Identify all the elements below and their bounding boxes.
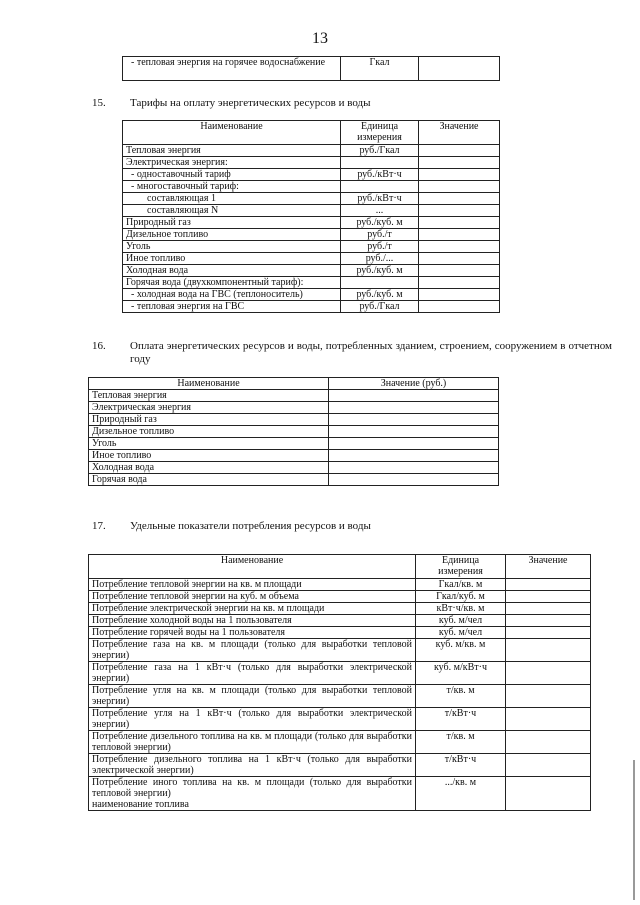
row-value — [419, 193, 500, 205]
row-name: Горячая вода (двухкомпонентный тариф): — [123, 277, 341, 289]
row-name — [89, 615, 416, 627]
table-row — [89, 731, 591, 754]
row-unit — [341, 181, 419, 193]
table-row — [123, 277, 500, 289]
row-name — [89, 639, 416, 662]
section-15-heading — [92, 97, 612, 111]
table-row — [89, 450, 499, 462]
row-unit: руб./... — [341, 253, 419, 265]
row-name-text: Потребление дизельного топлива на 1 кВт·ч (только для выработки электрической энергии) — [92, 754, 412, 776]
row-unit: руб./куб. м — [341, 217, 419, 229]
row-name: Дизельное топливо — [89, 426, 329, 438]
row-value — [419, 289, 500, 301]
page-number: 13 — [312, 30, 328, 47]
row-unit: куб. м/чел — [416, 627, 506, 639]
header-name: Наименование — [89, 378, 329, 390]
row-unit: кВт·ч/кв. м — [416, 603, 506, 615]
table-row — [123, 301, 500, 313]
row-value — [419, 301, 500, 313]
row-unit: руб./кВт·ч — [341, 169, 419, 181]
row-value — [506, 627, 591, 639]
header-value: Значение — [419, 121, 500, 145]
section-title: Удельные показатели потребления ресурсов и воды — [130, 520, 371, 532]
row-unit — [341, 157, 419, 169]
row-unit — [341, 277, 419, 289]
row-value — [506, 639, 591, 662]
row-name: Тепловая энергия — [89, 390, 329, 402]
header-name: Наименование — [89, 555, 416, 579]
row-value — [419, 145, 500, 157]
row-value — [506, 708, 591, 731]
table-row — [123, 241, 500, 253]
row-value — [506, 777, 591, 811]
row-name-text: Потребление угля на 1 кВт·ч (только для выработки электрической энергии) — [92, 708, 412, 730]
table-row — [123, 265, 500, 277]
continuation-table — [122, 56, 500, 81]
row-value — [506, 662, 591, 685]
row-unit: Гкал/куб. м — [416, 591, 506, 603]
row-name-text: Потребление холодной воды на 1 пользователя — [92, 615, 292, 626]
row-unit: руб./Гкал — [341, 301, 419, 313]
row-name: - холодная вода на ГВС (теплоноситель) — [123, 289, 341, 301]
table-row — [89, 591, 591, 603]
section-number: 16. — [92, 340, 106, 352]
row-unit: т/кВт·ч — [416, 708, 506, 731]
row-name: Холодная вода — [89, 462, 329, 474]
row-name: Природный газ — [89, 414, 329, 426]
row-name — [89, 731, 416, 754]
row-name — [89, 777, 416, 811]
table-row — [123, 157, 500, 169]
row-value — [506, 731, 591, 754]
row-value — [329, 390, 499, 402]
table-row — [89, 708, 591, 731]
row-name-text: Потребление газа на 1 кВт·ч (только для выработки электрической энергии) — [92, 662, 412, 684]
row-unit: куб. м/кв. м — [416, 639, 506, 662]
section-title: Оплата энергетических ресурсов и воды, потребленных зданием, строением, сооружением в отчетном году — [130, 340, 612, 365]
row-name: - тепловая энергия на ГВС — [123, 301, 341, 313]
row-name-text: Потребление иного топлива на кв. м площади (только для выработки тепловой энергии) — [92, 777, 412, 799]
table-row — [123, 145, 500, 157]
row-name: Иное топливо — [123, 253, 341, 265]
row-name — [89, 603, 416, 615]
tariffs-table — [122, 120, 500, 313]
table-row — [89, 685, 591, 708]
row-name: Иное топливо — [89, 450, 329, 462]
section-title: Тарифы на оплату энергетических ресурсов и воды — [130, 97, 371, 109]
row-value — [419, 169, 500, 181]
row-name — [89, 627, 416, 639]
row-value — [329, 450, 499, 462]
table-row — [89, 603, 591, 615]
row-unit: руб./куб. м — [341, 289, 419, 301]
row-name: Горячая вода — [89, 474, 329, 486]
table-row — [89, 462, 499, 474]
row-unit: .../кв. м — [416, 777, 506, 811]
row-note-text: наименование топлива — [92, 799, 189, 810]
header-unit: Единица измерения — [416, 555, 506, 579]
header-unit: Единица измерения — [341, 121, 419, 145]
row-name — [89, 579, 416, 591]
row-name: составляющая 1 — [123, 193, 341, 205]
table-row — [89, 402, 499, 414]
row-value — [419, 229, 500, 241]
row-name: - одноставочный тариф — [123, 169, 341, 181]
table-row — [123, 205, 500, 217]
row-unit: ... — [341, 205, 419, 217]
row-unit: руб./Гкал — [341, 145, 419, 157]
row-unit: т/кв. м — [416, 731, 506, 754]
row-name-text: Потребление тепловой энергии на куб. м объема — [92, 591, 299, 602]
row-value — [419, 181, 500, 193]
row-name: - многоставочный тариф: — [123, 181, 341, 193]
row-value — [329, 402, 499, 414]
table-row — [123, 193, 500, 205]
row-name: составляющая N — [123, 205, 341, 217]
row-unit: руб./куб. м — [341, 265, 419, 277]
header-value: Значение — [506, 555, 591, 579]
table-row — [123, 217, 500, 229]
row-value — [506, 603, 591, 615]
section-16-heading — [92, 340, 612, 368]
row-value — [506, 685, 591, 708]
row-value — [329, 474, 499, 486]
row-unit: куб. м/кВт·ч — [416, 662, 506, 685]
row-name — [89, 662, 416, 685]
row-value — [329, 438, 499, 450]
row-unit: Гкал — [341, 57, 419, 81]
header-name: Наименование — [123, 121, 341, 145]
row-value — [419, 205, 500, 217]
header-value: Значение (руб.) — [329, 378, 499, 390]
table-row — [89, 426, 499, 438]
row-name — [89, 685, 416, 708]
row-value — [419, 157, 500, 169]
row-unit: куб. м/чел — [416, 615, 506, 627]
row-value — [506, 615, 591, 627]
row-name — [89, 708, 416, 731]
row-name: Уголь — [89, 438, 329, 450]
row-name — [89, 591, 416, 603]
row-name — [89, 754, 416, 777]
table-row — [89, 754, 591, 777]
page-edge-line — [633, 760, 635, 900]
row-value — [419, 217, 500, 229]
row-value — [329, 462, 499, 474]
row-name: Электрическая энергия — [89, 402, 329, 414]
row-name: Тепловая энергия — [123, 145, 341, 157]
row-unit: руб./т — [341, 241, 419, 253]
row-name-text: Потребление горячей воды на 1 пользователя — [92, 627, 285, 638]
row-name-text: Потребление газа на кв. м площади (только для выработки тепловой энергии) — [92, 639, 412, 661]
table-row — [123, 229, 500, 241]
table-row — [89, 390, 499, 402]
consumption-indicators-table — [88, 554, 591, 811]
row-value — [329, 414, 499, 426]
row-value — [419, 265, 500, 277]
table-row — [123, 253, 500, 265]
section-number: 15. — [92, 97, 106, 109]
row-value — [419, 241, 500, 253]
table-row — [89, 474, 499, 486]
table-row — [89, 639, 591, 662]
row-value — [506, 591, 591, 603]
row-name: Электрическая энергия: — [123, 157, 341, 169]
row-unit: т/кВт·ч — [416, 754, 506, 777]
table-row — [89, 579, 591, 591]
row-value — [419, 253, 500, 265]
row-value — [419, 277, 500, 289]
table-row — [123, 289, 500, 301]
section-17-heading — [92, 520, 612, 534]
row-unit: руб./кВт·ч — [341, 193, 419, 205]
row-unit: руб./т — [341, 229, 419, 241]
row-value — [506, 754, 591, 777]
row-unit: Гкал/кв. м — [416, 579, 506, 591]
table-row — [123, 169, 500, 181]
row-value — [419, 57, 500, 81]
row-name: Дизельное топливо — [123, 229, 341, 241]
row-name: Уголь — [123, 241, 341, 253]
table-row — [123, 181, 500, 193]
table-row — [89, 615, 591, 627]
row-name: Природный газ — [123, 217, 341, 229]
row-name-text: Потребление дизельного топлива на кв. м площади (только для выработки тепловой энергии) — [92, 731, 412, 753]
table-row — [89, 777, 591, 811]
row-name-text: Потребление угля на кв. м площади (только для выработки тепловой энергии) — [92, 685, 412, 707]
section-number: 17. — [92, 520, 106, 532]
table-row — [123, 57, 500, 81]
table-row — [89, 627, 591, 639]
row-value — [506, 579, 591, 591]
payments-table — [88, 377, 499, 486]
table-row — [89, 662, 591, 685]
row-name: - тепловая энергия на горячее водоснабжение — [123, 57, 341, 81]
row-value — [329, 426, 499, 438]
row-name-text: Потребление электрической энергии на кв. м площади — [92, 603, 325, 614]
row-name: Холодная вода — [123, 265, 341, 277]
row-unit: т/кв. м — [416, 685, 506, 708]
table-row — [89, 438, 499, 450]
row-name-text: Потребление тепловой энергии на кв. м площади — [92, 579, 302, 590]
table-row — [89, 414, 499, 426]
